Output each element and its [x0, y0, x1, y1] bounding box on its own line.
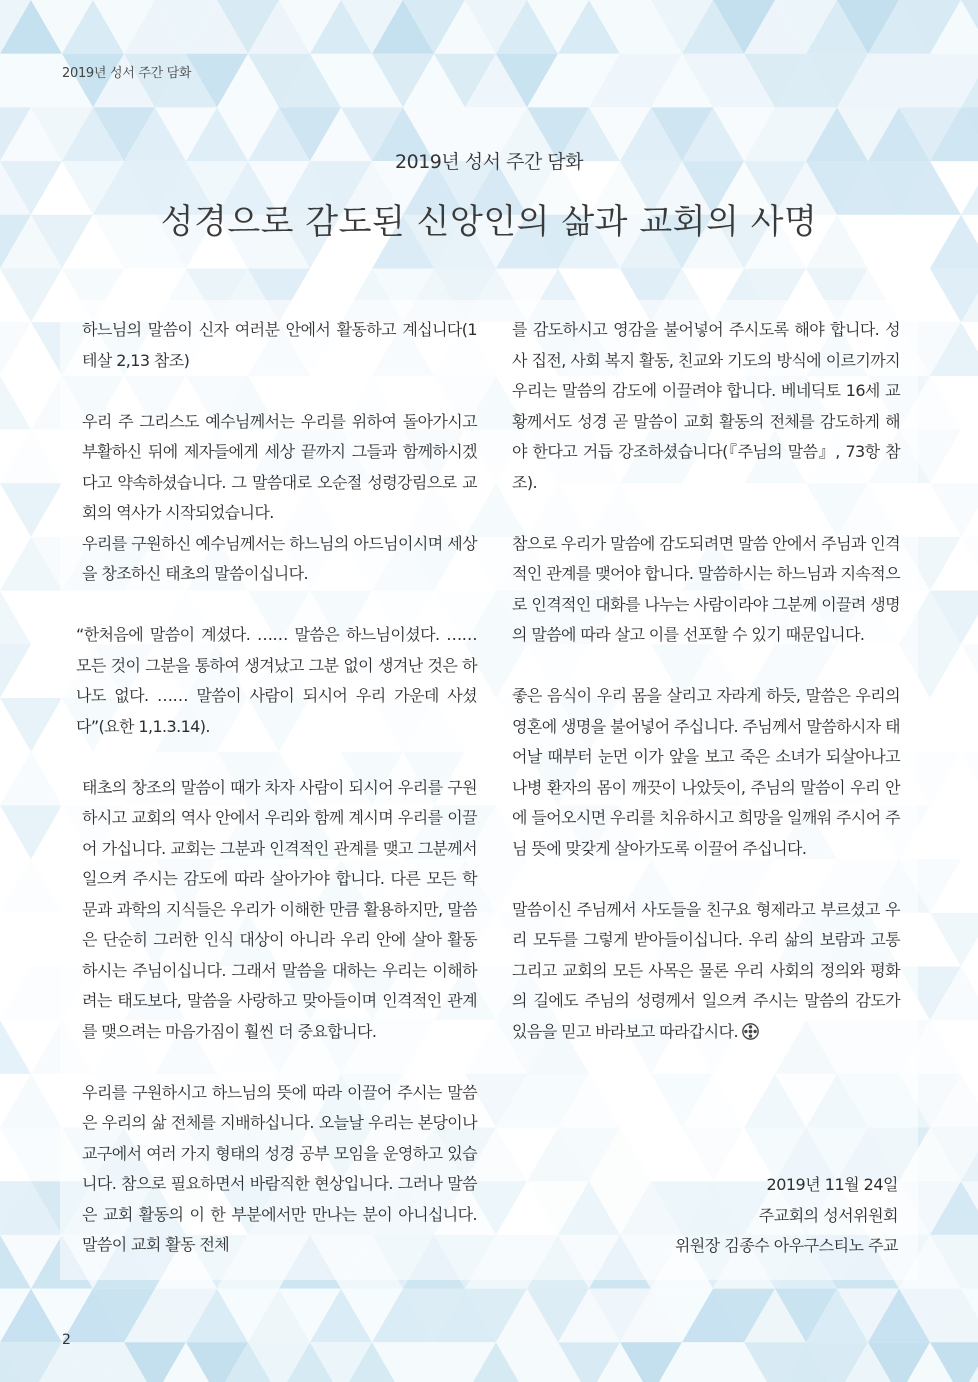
- pattern-triangle: [0, 805, 62, 859]
- pattern-triangle: [0, 376, 31, 430]
- paragraph-text: 말씀이신 주님께서 사도들을 친구요 형제라고 부르셨고 우리 모두를 그렇게 받아들이십니다. 우리 삶의 보람과 고통 그리고 교회의 모든 사목은 물론 우리 사회의 정의와 평화의 길에도 주님의 성령께서 일으켜 주시는 말씀의 감도가 있음을 믿고 바라보고 따라갑시다.: [512, 899, 900, 1041]
- paragraph: 우리 주 그리스도 예수님께서는 우리를 위하여 돌아가시고 부활하신 뒤에 제자들에게 세상 끝까지 그들과 함께하시겠다고 약속하셨습니다. 그 말씀대로 오순절 성령강림으로 교회의 역사가 시작되었습니다.: [82, 411, 477, 522]
- running-header: 2019년 성서 주간 담화: [62, 66, 192, 81]
- page-number: 2: [62, 1332, 71, 1348]
- pattern-triangle: [0, 591, 31, 645]
- pattern-triangle: [0, 1074, 62, 1128]
- pattern-triangle: [0, 268, 62, 322]
- pattern-triangle: [0, 483, 62, 537]
- emblem-icon: [742, 1023, 759, 1040]
- left-column: [76, 315, 477, 1261]
- pattern-triangle: [0, 698, 62, 752]
- pattern-triangle: [961, 537, 978, 591]
- pattern-triangle: [930, 913, 978, 967]
- paragraph: 하느님의 말씀이 신자 여러분 안에서 활동하고 계십니다(1테살 2,13 참조): [82, 320, 477, 370]
- right-column: [512, 315, 900, 1047]
- paragraph: 태초의 창조의 말씀이 때가 차자 사람이 되시어 우리를 구원하시고 교회의 역사 안에서 우리와 함께 계시며 우리를 이끌어 가십니다. 교회는 그분과 인격적인 관계를 맺고 그분께서 일으켜 주시는 감도에 따라 살아가야 합니다. 다른 모든 학문과 과학의 지식들은 우리가 이해한 만큼 활용하지만, 말씀은 단순히 그러한 인식 대상이 아니라 우리 안에 살아 활동하시는 주님이십니다. 그래서 말씀을 대하는 우리는 이해하려는 태도보다, 말씀을 사랑하고 맞아들이며 인격적인 관계를 맺으려는 마음가짐이 훨씬 더 중요합니다.: [82, 777, 477, 1041]
- pattern-triangle: [0, 430, 62, 484]
- paragraph: 좋은 음식이 우리 몸을 살리고 자라게 하듯, 말씀은 우리의 영혼에 생명을 불어넣어 주십니다. 주님께서 말씀하시자 태어날 때부터 눈먼 이가 앞을 보고 죽은 소녀가 되살아나고 나병 환자의 몸이 깨끗이 나았듯이, 주님의 말씀이 우리 안에 들어오시면 우리를 치유하시고 희망을 일깨워 주시어 주님 뜻에 맞갖게 살아가도록 이끌어 주십니다.: [512, 686, 900, 858]
- pattern-triangle: [0, 859, 62, 913]
- pattern-triangle: [961, 644, 978, 698]
- paragraph: 참으로 우리가 말씀에 감도되려면 말씀 안에서 주님과 인격적인 관계를 맺어야 합니다. 말씀하시는 하느님과 지속적으로 인격적인 대화를 나누는 사람이라야 그분께 이끌려 생명의 말씀에 따라 살고 이를 선포할 수 있기 때문입니다.: [512, 533, 900, 644]
- pattern-triangle: [961, 752, 978, 806]
- pattern-triangle: [0, 752, 62, 806]
- pattern-triangle: [0, 1020, 31, 1074]
- pattern-triangle: [930, 483, 978, 537]
- signature-block: [675, 1170, 898, 1262]
- paragraph: 를 감도하시고 영감을 불어넣어 주시도록 해야 합니다. 성사 집전, 사회 복지 활동, 친교와 기도의 방식에 이르기까지 우리는 말씀의 감도에 이끌려야 합니다. 베네딕토 16세 교황께서도 성경 곧 말씀이 교회 활동의 전체를 감도하게 해야 한다고 거듭 강조하셨습니다(『주님의 말씀』, 73항 참조).: [512, 320, 900, 492]
- signature-organization: 주교회의 성서위원회: [758, 1205, 898, 1225]
- paragraph: 우리를 구원하시고 하느님의 뜻에 따라 이끌어 주시는 말씀은 우리의 삶 전체를 지배하십니다. 오늘날 우리는 본당이나 교구에서 여러 가지 형태의 성경 공부 모임을 운영하고 있습니다. 참으로 필요하면서 바람직한 현상입니다. 그러나 말씀은 교회 활동의 이 한 부분에서만 만나는 분이 아니십니다. 말씀이 교회 활동 전체: [82, 1082, 477, 1254]
- pattern-triangle: [0, 644, 31, 698]
- paragraph-final: [512, 895, 900, 1048]
- signature-signer: 위원장 김종수 아우구스티노 주교: [674, 1236, 898, 1255]
- page-subtitle: 2019년 성서 주간 담화: [395, 151, 583, 173]
- paragraph: 우리를 구원하신 예수님께서는 하느님의 아드님이시며 세상을 창조하신 태초의 말씀이십니다.: [82, 533, 477, 583]
- signature-date: 2019년 11월 24일: [766, 1175, 898, 1194]
- scripture-quote: “한처음에 말씀이 계셨다. …… 말씀은 하느님이셨다. …… 모든 것이 그분을 통하여 생겨났고 그분 없이 생겨난 것은 하나도 없다. …… 말씀이 사람이 되시어 우리 가운데 사셨다”(요한 1,1.3.14).: [76, 625, 477, 736]
- pattern-triangle: [0, 322, 31, 376]
- page-title: 성경으로 감도된 신앙인의 삶과 교회의 사명: [160, 202, 818, 242]
